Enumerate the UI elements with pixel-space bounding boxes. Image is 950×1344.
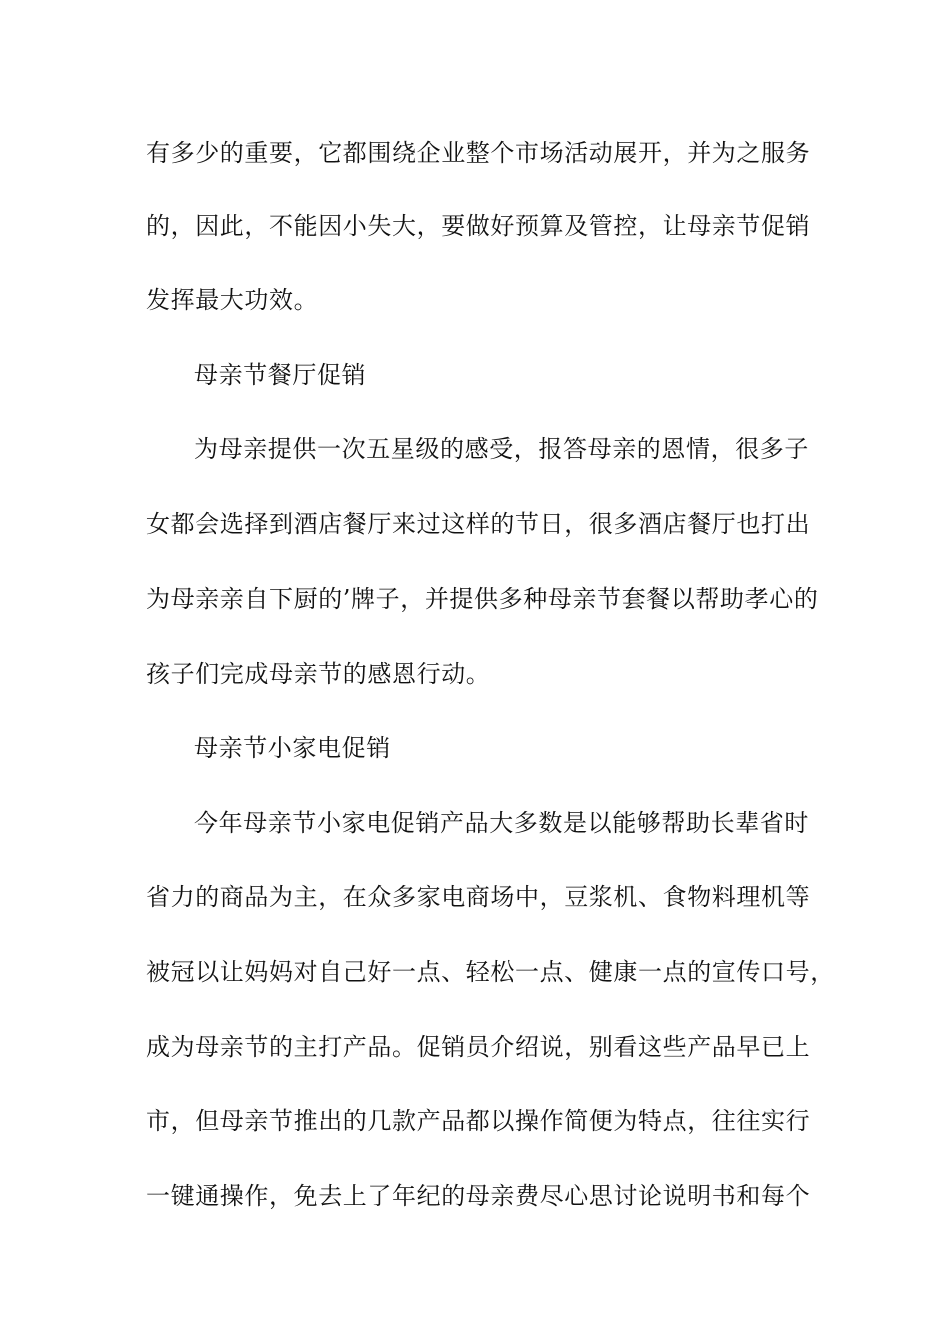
paragraph-line: 为母亲亲自下厨的’牌子，并提供多种母亲节套餐以帮助孝心的 bbox=[146, 585, 819, 613]
paragraph-line: 被冠以让妈妈对自己好一点、轻松一点、健康一点的宣传口号， bbox=[146, 958, 835, 986]
section-heading: 母亲节小家电促销 bbox=[194, 734, 391, 762]
paragraph-line: 孩子们完成母亲节的感恩行动。 bbox=[146, 660, 491, 688]
paragraph-line: 市，但母亲节推出的几款产品都以操作简便为特点，往往实行 bbox=[146, 1107, 811, 1135]
paragraph-line: 成为母亲节的主打产品。促销员介绍说，别看这些产品早已上 bbox=[146, 1033, 811, 1061]
section-heading: 母亲节餐厅促销 bbox=[194, 361, 367, 389]
paragraph-line: 女都会选择到酒店餐厅来过这样的节日，很多酒店餐厅也打出 bbox=[146, 510, 811, 538]
paragraph-line: 发挥最大功效。 bbox=[146, 286, 319, 314]
paragraph-line: 为母亲提供一次五星级的感受，报答母亲的恩情，很多子 bbox=[194, 435, 809, 463]
paragraph-line: 一键通操作，免去上了年纪的母亲费尽心思讨论说明书和每个 bbox=[146, 1182, 811, 1210]
paragraph-line: 省力的商品为主，在众多家电商场中，豆浆机、食物料理机等 bbox=[146, 883, 811, 911]
paragraph-line: 有多少的重要，它都围绕企业整个市场活动展开，并为之服务 bbox=[146, 139, 811, 167]
paragraph-line: 的，因此，不能因小失大，要做好预算及管控，让母亲节促销 bbox=[146, 212, 811, 240]
paragraph-line: 今年母亲节小家电促销产品大多数是以能够帮助长辈省时 bbox=[194, 809, 809, 837]
